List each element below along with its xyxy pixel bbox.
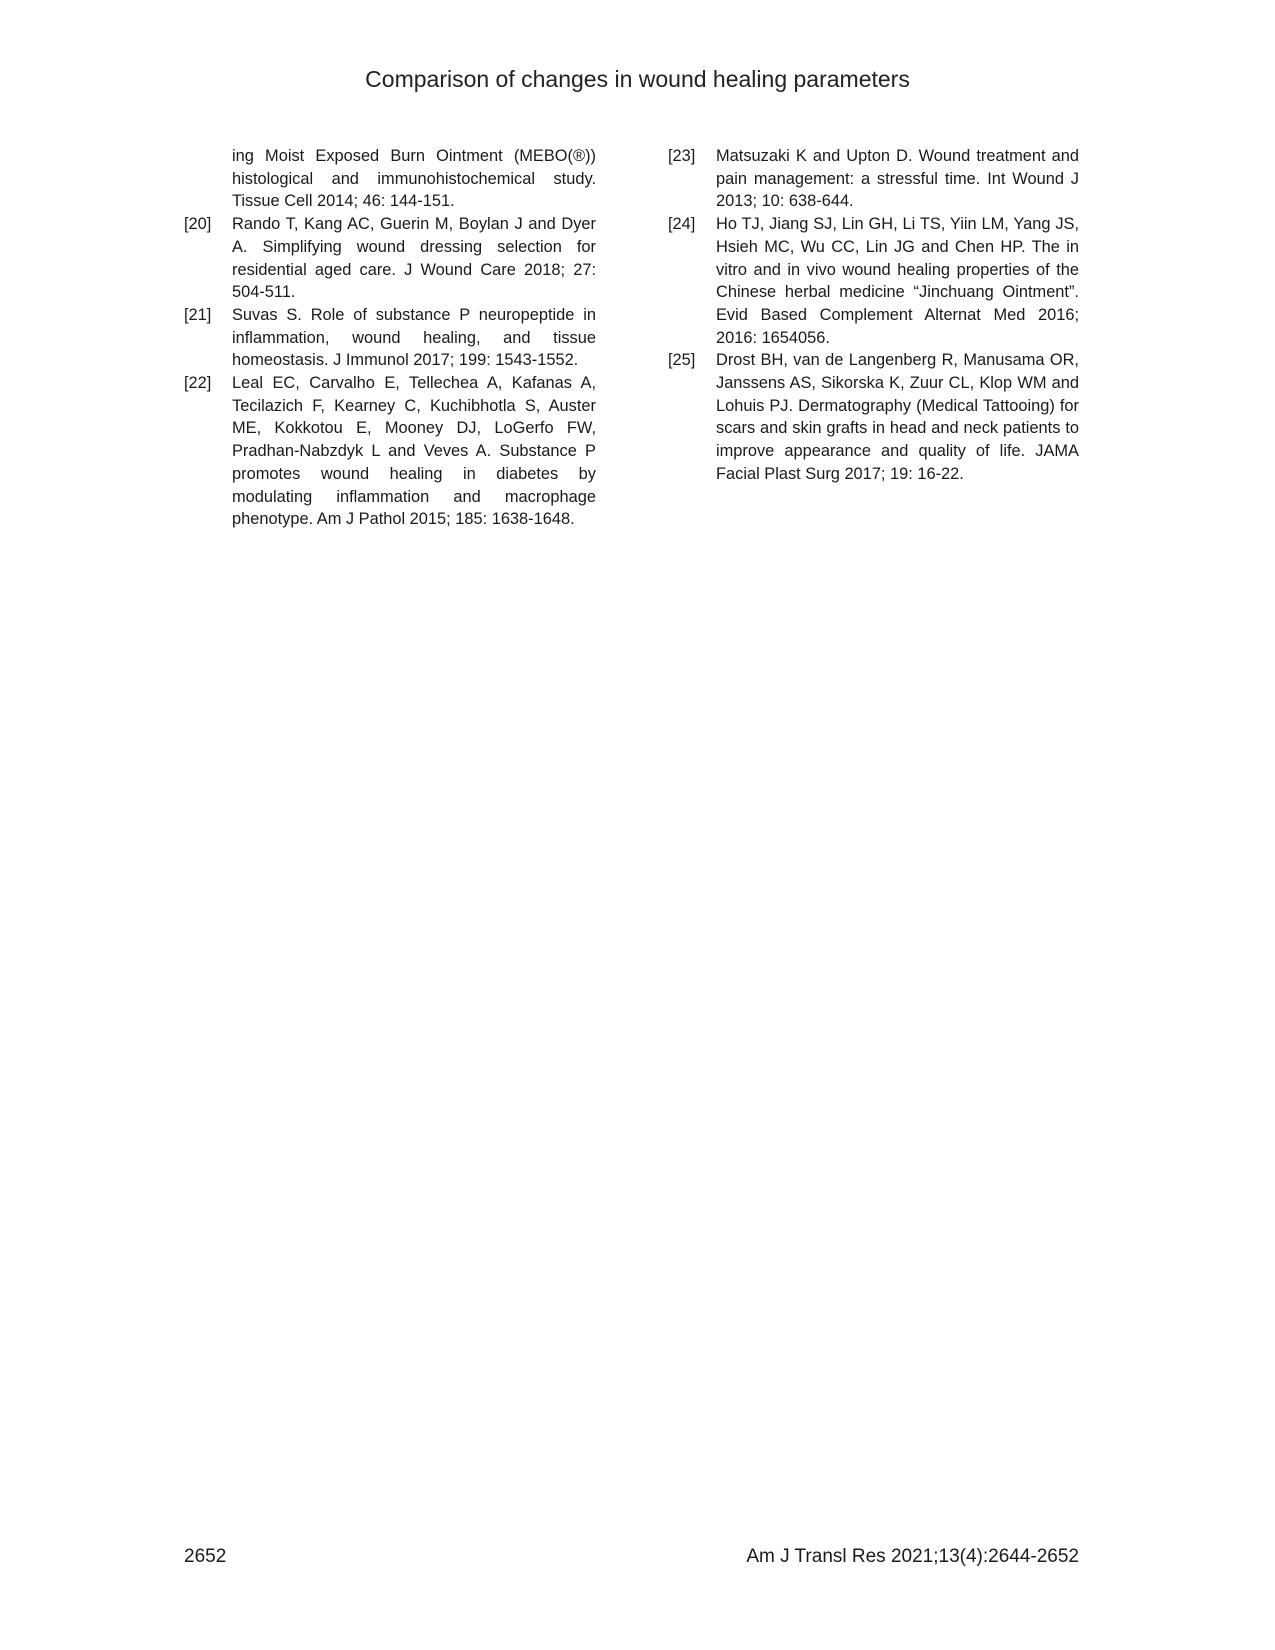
references-column-left <box>184 145 596 531</box>
reference-number: [24] <box>668 215 696 234</box>
page-number: 2652 <box>184 1546 227 1567</box>
reference-21 <box>184 304 596 372</box>
running-title: Comparison of changes in wound healing parameters <box>365 66 910 92</box>
reference-23 <box>668 145 1079 213</box>
references-column-right <box>668 145 1079 486</box>
journal-citation: Am J Transl Res 2021;13(4):2644-2652 <box>746 1546 1079 1567</box>
reference-number: [21] <box>184 305 212 324</box>
reference-number: [23] <box>668 147 696 165</box>
reference-text: Suvas S. Role of substance P neuropeptide in inflammation, wound healing, and tissue homeostasis. J Immunol 2017; 199: 1543-1552. <box>232 305 596 370</box>
reference-20 <box>184 213 596 304</box>
reference-number: [20] <box>184 215 212 234</box>
reference-text: Rando T, Kang AC, Guerin M, Boylan J and Dyer A. Simplifying wound dressing selection for residential aged care. J Wound Care 2018; 27: 504-511. <box>232 215 596 302</box>
reference-22 <box>184 372 596 531</box>
reference-continuation <box>184 145 596 213</box>
reference-number: [25] <box>668 351 696 370</box>
reference-25 <box>668 349 1079 485</box>
reference-text: Matsuzaki K and Upton D. Wound treatment and pain management: a stressful time. Int Wound J 2013; 10: 638-644. <box>716 147 1079 211</box>
reference-text: Ho TJ, Jiang SJ, Lin GH, Li TS, Yiin LM, Yang JS, Hsieh MC, Wu CC, Lin JG and Chen HP. The in vitro and in vivo wound healing properties of the Chinese herbal medicine “Jinchuang Ointment”. Evid Based Complement Alternat Med 2016; 2016: 1654056. <box>716 215 1079 347</box>
reference-text: ing Moist Exposed Burn Ointment (MEBO(®)) histological and immunohistochemical study. Tissue Cell 2014; 46: 144-151. <box>232 147 596 211</box>
reference-text: Leal EC, Carvalho E, Tellechea A, Kafanas A, Tecilazich F, Kearney C, Kuchibhotla S, Auster ME, Kokkotou E, Mooney DJ, LoGerfo FW, Pradhan-Nabzdyk L and Veves A. Substance P promotes wound healing in diabetes by modulating inflammation and macrophage phenotype. Am J Pathol 2015; 185: 1638-1648. <box>232 374 596 529</box>
reference-24 <box>668 213 1079 349</box>
reference-text: Drost BH, van de Langenberg R, Manusama OR, Janssens AS, Sikorska K, Zuur CL, Klop WM and Lohuis PJ. Dermatography (Medical Tattooing) for scars and skin grafts in head and neck patients to improve appearance and quality of life. JAMA Facial Plast Surg 2017; 19: 16-22. <box>716 351 1079 483</box>
reference-number: [22] <box>184 374 212 393</box>
